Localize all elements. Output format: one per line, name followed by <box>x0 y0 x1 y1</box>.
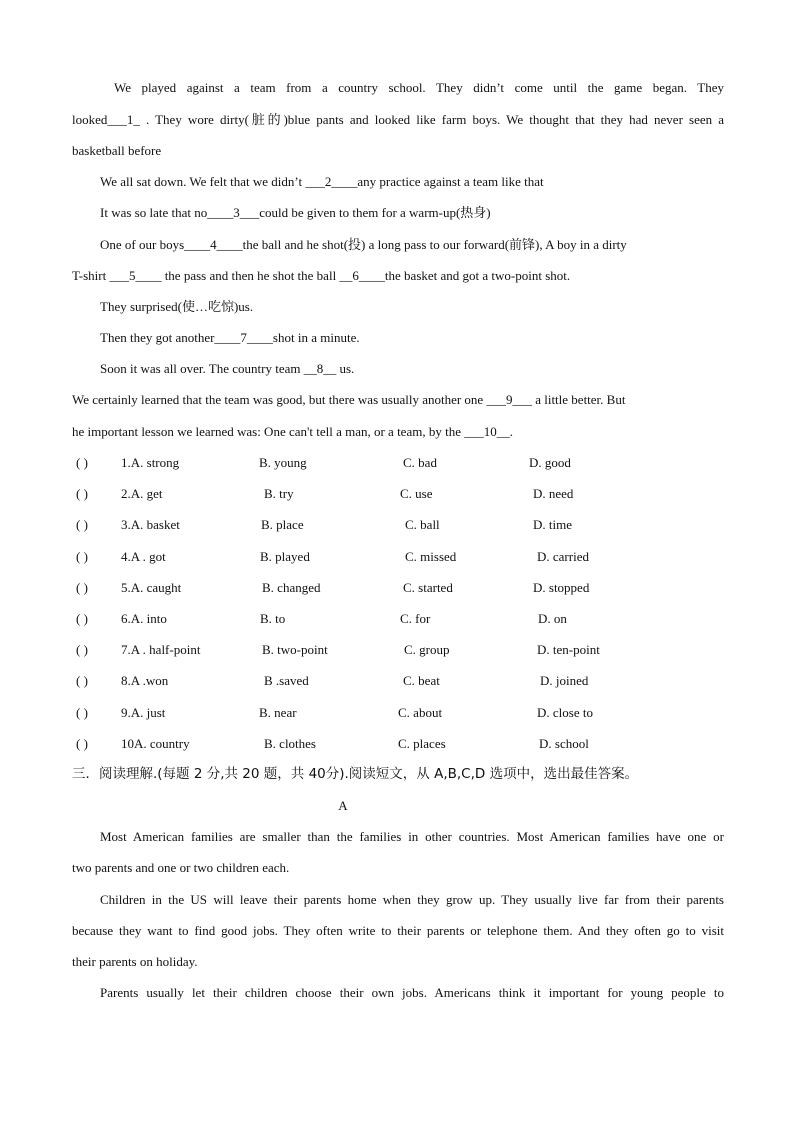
reading-line: their parents on holiday. <box>72 954 198 969</box>
option-a: 8.A .won <box>121 673 169 688</box>
answer-bracket: ( ) <box>76 736 88 751</box>
passage-line: We certainly learned that the team was good, but there was usually another one ___9___ a little better. But <box>72 392 626 407</box>
answer-bracket: ( ) <box>76 611 88 626</box>
option-c: C. use <box>400 486 433 501</box>
passage-line: It was so late that no____3___could be given to them for a warm-up(热身) <box>100 205 491 220</box>
option-d: D. on <box>538 611 567 626</box>
option-b: B .saved <box>264 673 309 688</box>
option-d: D. need <box>533 486 574 501</box>
passage-line: he important lesson we learned was: One can't tell a man, or a team, by the ___10__. <box>72 424 513 439</box>
option-b: B. young <box>259 455 307 470</box>
passage-line: Then they got another____7____shot in a minute. <box>100 330 360 345</box>
passage-line: Soon it was all over. The country team __8__ us. <box>100 361 355 376</box>
passage-line: T-shirt ___5____ the pass and then he shot the ball __6____the basket and got a two-point shot. <box>72 268 571 283</box>
passage-line: One of our boys____4____the ball and he shot(投) a long pass to our forward(前锋), A boy in a dirty <box>100 237 627 252</box>
option-b: B. two-point <box>262 642 328 657</box>
option-b: B. changed <box>262 580 321 595</box>
reading-line: Children in the US will leave their parents home when they grow up. They usually live far from their parents <box>100 892 724 907</box>
option-c: C. places <box>398 736 446 751</box>
answer-bracket: ( ) <box>76 705 88 720</box>
option-a: 1.A. strong <box>121 455 180 470</box>
answer-bracket: ( ) <box>76 642 88 657</box>
option-a: 9.A. just <box>121 705 166 720</box>
option-c: C. missed <box>405 549 457 564</box>
option-b: B. near <box>259 705 297 720</box>
option-a: 10A. country <box>121 736 190 751</box>
answer-bracket: ( ) <box>76 517 88 532</box>
reading-line: Parents usually let their children choose their own jobs. Americans think it important for young people to <box>100 985 724 1000</box>
option-c: C. about <box>398 705 443 720</box>
answer-bracket: ( ) <box>76 549 88 564</box>
option-b: B. to <box>260 611 286 626</box>
option-c: C. for <box>400 611 431 626</box>
option-b: B. place <box>261 517 304 532</box>
reading-line: because they want to find good jobs. They often write to their parents or telephone them. And they often go to visit <box>72 923 724 938</box>
passage-line: They surprised(使…吃惊)us. <box>100 299 254 314</box>
option-a: 7.A . half-point <box>121 642 201 657</box>
option-c: C. started <box>403 580 453 595</box>
passage-line: basketball before <box>72 143 162 158</box>
passage-line: looked___1_ . They wore dirty(脏的)blue pants and looked like farm boys. We thought that they had never seen a <box>72 112 724 127</box>
option-a: 2.A. get <box>121 486 163 501</box>
option-d: D. joined <box>540 673 589 688</box>
reading-line: two parents and one or two children each. <box>72 860 290 875</box>
option-a: 5.A. caught <box>121 580 182 595</box>
option-c: C. bad <box>403 455 437 470</box>
passage-label: A <box>338 798 348 813</box>
option-d: D. stopped <box>533 580 590 595</box>
answer-bracket: ( ) <box>76 580 88 595</box>
passage-line: We all sat down. We felt that we didn’t ___2____any practice against a team like that <box>100 174 544 189</box>
section-heading: 三．阅读理解.(每题 2 分,共 20 题，共 40分).阅读短文，从 A,B,C,D 选项中，选出最佳答案。 <box>72 766 639 782</box>
reading-line: Most American families are smaller than the families in other countries. Most American families have one or <box>100 829 724 844</box>
option-b: B. try <box>264 486 294 501</box>
option-a: 3.A. basket <box>121 517 180 532</box>
answer-bracket: ( ) <box>76 486 88 501</box>
option-b: B. played <box>260 549 310 564</box>
passage-line: We played against a team from a country school. They didn’t come until the game began. They <box>114 80 724 95</box>
option-d: D. time <box>533 517 572 532</box>
option-c: C. beat <box>403 673 440 688</box>
answer-bracket: ( ) <box>76 455 88 470</box>
answer-bracket: ( ) <box>76 673 88 688</box>
option-c: C. ball <box>405 517 440 532</box>
option-d: D. good <box>529 455 571 470</box>
option-d: D. close to <box>537 705 593 720</box>
option-d: D. ten-point <box>537 642 600 657</box>
option-a: 6.A. into <box>121 611 167 626</box>
option-b: B. clothes <box>264 736 316 751</box>
option-a: 4.A . got <box>121 549 166 564</box>
option-c: C. group <box>404 642 450 657</box>
option-d: D. school <box>539 736 589 751</box>
option-d: D. carried <box>537 549 589 564</box>
